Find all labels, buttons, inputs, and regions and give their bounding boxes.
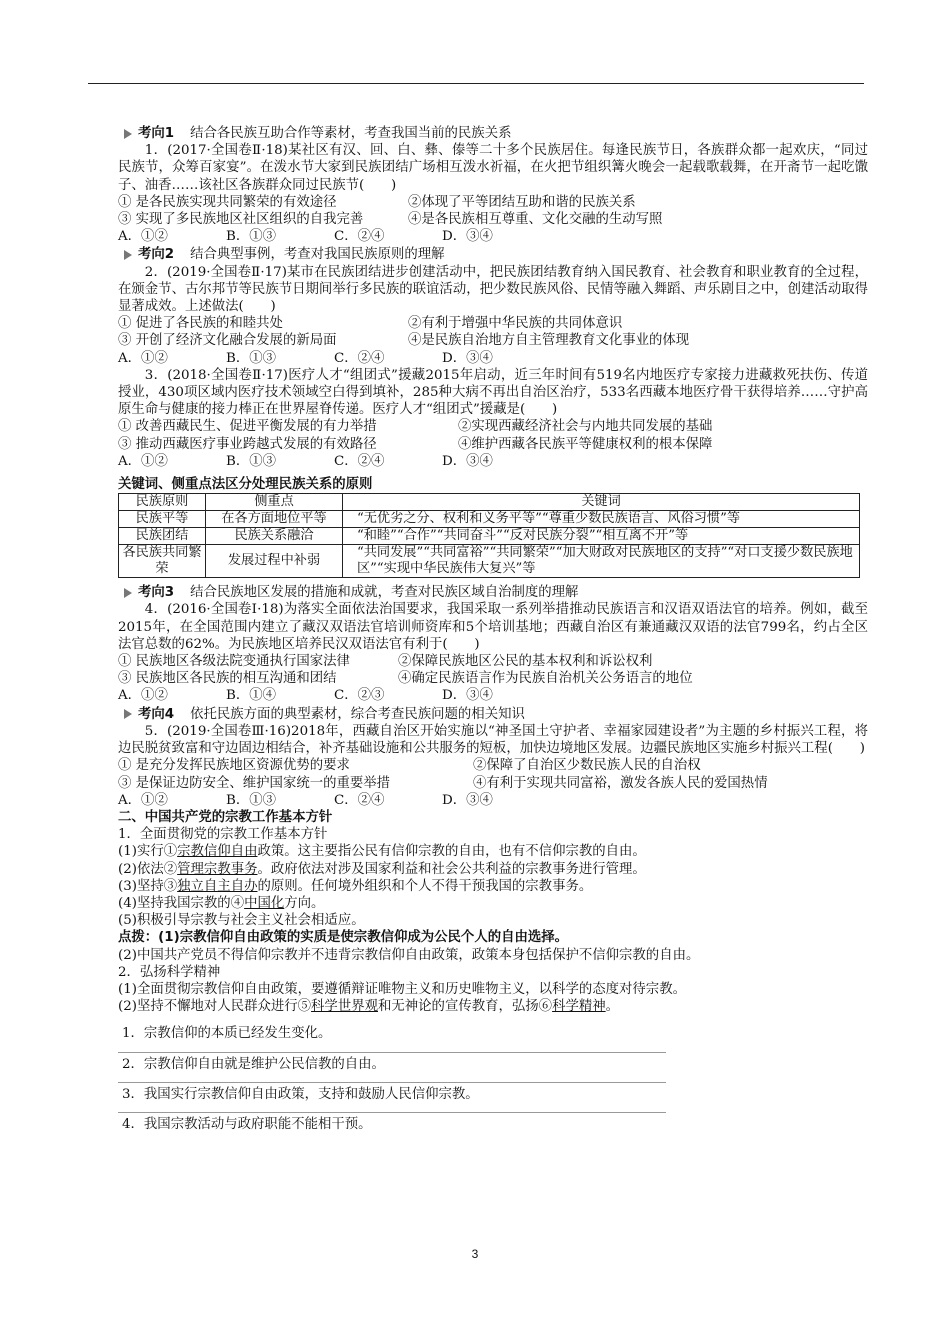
text-segment: 的原则。任何境外组织和个人不得干预我国的宗教事务。 (257, 878, 593, 894)
section-label: 考向1 (138, 126, 175, 141)
option: ③ 推动西藏医疗事业跨越式发展的有效路径 (118, 436, 377, 452)
choice: B．①③ (226, 792, 277, 808)
list-item: (5)积极引导宗教与社会主义社会相适应。 (118, 913, 365, 929)
table-cell: 民族平等 (119, 511, 206, 528)
section-heading-k3 (118, 584, 868, 601)
choice: C．②④ (334, 350, 385, 366)
fill-answer: 中国化 (244, 895, 285, 911)
question-4: 4．(2016·全国卷Ⅰ·18)为落实全面依法治国要求，我国采取一系列举措推动民族语言和汉语双语法官的培养。例如，截至2015年，在全国范围内建立了藏汉双语法官培训师资库和5个培训基地；西藏自治区有兼通藏汉双语的法官799名，约占全区法官总数的62%。为民族地区培养民汉双语法官有利于( ) (118, 602, 868, 652)
answer-choices (118, 792, 868, 809)
choice: A．①② (118, 792, 168, 808)
answer-choices (118, 350, 868, 367)
text-segment: (2)依法② (118, 861, 178, 877)
options-row (118, 332, 868, 349)
choice: D．③④ (442, 688, 493, 704)
table-header-row (119, 494, 860, 511)
table-cell: “无优劣之分、权利和义务平等”“尊重少数民族语言、风俗习惯”等 (343, 511, 860, 528)
options-row (118, 315, 868, 332)
choice: A．①② (118, 350, 168, 366)
list-item (118, 895, 868, 912)
judgment-item: 4．我国宗教活动与政府职能不能相干预。 (122, 1116, 372, 1132)
choice: A．①② (118, 229, 168, 245)
list-item: (1)全面贯彻宗教信仰自由政策，要遵循辩证唯物主义和历史唯物主义，以科学的态度对待宗教。 (118, 981, 686, 997)
tip-note: (2)中国共产党员不得信仰宗教并不违背宗教信仰自由政策，政策本身包括保护不信仰宗教的自由。 (118, 947, 700, 963)
options-row (118, 211, 868, 228)
list-item (118, 861, 868, 878)
list-item (118, 878, 868, 895)
content-body (118, 124, 868, 1133)
table-cell: 发展过程中补弱 (206, 545, 343, 578)
section-label: 考向4 (138, 706, 175, 722)
choice: A．①② (118, 453, 168, 469)
section-heading-k2 (118, 246, 868, 263)
options-row (118, 757, 868, 774)
table-cell: 民族团结 (119, 528, 206, 545)
option: ① 促进了各民族的和睦共处 (118, 316, 283, 332)
option: ④是民族自治地方自主管理教育文化事业的体现 (408, 333, 690, 349)
text-segment: 。 (605, 999, 620, 1015)
section-heading-k1 (118, 125, 868, 142)
header-rule (88, 83, 864, 84)
option: ① 是充分发挥民族地区资源优势的要求 (118, 758, 350, 774)
triangle-bullet-icon (124, 588, 132, 598)
option: ②保障了自治区少数民族人民的自治权 (473, 758, 701, 774)
choice: A．①② (118, 688, 168, 704)
section-title: 依托民族方面的典型素材，综合考查民族问题的相关知识 (190, 706, 525, 722)
text-segment: 政策。这主要指公民有信仰宗教的自由，也有不信仰宗教的自由。 (257, 844, 646, 860)
section-title: 结合各民族互助合作等素材，考查我国当前的民族关系 (190, 126, 512, 141)
table-row (119, 545, 860, 578)
choice: C．②③ (334, 688, 385, 704)
list-item (118, 998, 868, 1015)
option: ① 改善西藏民生、促进平衡发展的有力举措 (118, 419, 377, 435)
option: ③ 实现了多民族地区社区组织的自我完善 (118, 212, 364, 228)
option: ④是各民族相互尊重、文化交融的生动写照 (408, 212, 663, 228)
option: ④维护西藏各民族平等健康权利的根本保障 (458, 436, 713, 452)
choice: B．①③ (226, 229, 277, 245)
option: ④有利于实现共同富裕，激发各族人民的爱国热情 (473, 775, 768, 791)
text-segment: (1)实行① (118, 844, 178, 860)
text-segment: (4)坚持我国宗教的④ (118, 895, 245, 911)
fill-answer: 宗教信仰自由 (177, 844, 258, 860)
table-row (119, 511, 860, 528)
option: ③ 开创了经济文化融合发展的新局面 (118, 333, 337, 349)
table-row (119, 528, 860, 545)
judgment-item: 2．宗教信仰自由就是维护公民信教的自由。 (122, 1056, 385, 1072)
question-5: 5．(2019·全国卷Ⅲ·16)2018年，西藏自治区开始实施以“神圣国土守护者、幸福家园建设者”为主题的乡村振兴工程，将边民脱贫致富和守边固边相结合，补齐基础设施和公共服务的短板，加快边境地区发展。边疆民族地区实施乡村振兴工程( ) (118, 723, 868, 757)
choice: D．③④ (442, 350, 493, 366)
option: ④确定民族语言作为民族自治机关公务语言的地位 (398, 671, 693, 687)
options-row (118, 775, 868, 792)
choice: B．①③ (226, 453, 277, 469)
options-row (118, 418, 868, 435)
option: ②实现西藏经济社会与内地共同发展的基础 (458, 419, 713, 435)
table-header: 侧重点 (206, 494, 343, 511)
question-1: 1．(2017·全国卷Ⅱ·18)某社区有汉、回、白、彝、傣等二十多个民族居住。每逢民族节日，各族群众都一起欢庆，“同过民族节，众筹百家宴”。在泼水节大家到民族团结广场相互泼水祈福，在火把节组织篝火晚会一起载歌载舞，在开斋节一起吃馓子、油香……该社区各族群众同过民族节( ) (118, 143, 868, 193)
question-2: 2．(2019·全国卷Ⅱ·17)某市在民族团结进步创建活动中，把民族团结教育纳入国民教育、社会教育和职业教育的全过程，在颁金节、古尔邦节等民族节日期间举行多民族的联谊活动，把少数民族风俗、民情等融入舞蹈、声乐剧目之中，创建活动取得显著成效。上述做法( ) (118, 264, 868, 315)
options-row (118, 670, 868, 687)
tip-note: 点拨：(1)宗教信仰自由政策的实质是使宗教信仰成为公民个人的自由选择。 (118, 930, 569, 946)
table-cell: 各民族共同繁荣 (119, 545, 206, 578)
judgment-item: 1．宗教信仰的本质已经发生变化。 (122, 1026, 332, 1042)
subsection-title: 1．全面贯彻党的宗教工作基本方针 (118, 827, 328, 843)
choice: C．②④ (334, 229, 385, 245)
answer-choices (118, 228, 868, 245)
text-segment: (2)坚持不懈地对人民群众进行⑤ (118, 999, 312, 1015)
options-row (118, 436, 868, 453)
option: ③ 民族地区各民族的相互沟通和团结 (118, 671, 337, 687)
section-label: 考向3 (138, 585, 175, 601)
part-two-title: 二、中国共产党的宗教工作基本方针 (118, 809, 333, 825)
judgment-item: 3．我国实行宗教信仰自由政策，支持和鼓励人民信仰宗教。 (122, 1086, 479, 1102)
table-header: 关键词 (343, 494, 860, 511)
answer-choices (118, 453, 868, 470)
judgment-list (118, 1025, 868, 1133)
option: ③ 是保证边防安全、维护国家统一的重要举措 (118, 775, 391, 791)
text-segment: (3)坚持③ (118, 878, 178, 894)
page-number: 3 (471, 1247, 479, 1261)
principles-table (118, 493, 860, 578)
answer-choices (118, 687, 868, 704)
choice: C．②④ (334, 453, 385, 469)
choice: B．①③ (226, 350, 277, 366)
table-cell: 在各方面地位平等 (206, 511, 343, 528)
choice: B．①④ (226, 688, 277, 704)
option: ②保障民族地区公民的基本权利和诉讼权利 (398, 654, 653, 670)
section-title: 结合典型事例，考查对我国民族原则的理解 (190, 247, 445, 263)
table-cell: “共同发展”“共同富裕”“共同繁荣”“加大财政对民族地区的支持”“对口支援少数民族地区”“实现中华民族伟大复兴”等 (343, 545, 860, 578)
list-item (118, 843, 868, 860)
section-heading-k4 (118, 706, 868, 723)
question-3: 3．(2018·全国卷Ⅱ·17)医疗人才“组团式”援藏2015年启动，近三年时间有519名内地医疗专家接力进藏救死扶伤、传道授业，430项区域内医疗技术领域空白得到填补，285种大病不再出自治区治疗，533名西藏本地医疗骨干获得培养……守护高原生命与健康的接力棒正在世界屋脊传递。医疗人才“组团式”援藏是( ) (118, 367, 868, 418)
choice: D．③④ (442, 453, 493, 469)
table-title: 关键词、侧重点法区分处理民族关系的原则 (118, 477, 373, 493)
triangle-bullet-icon (124, 709, 132, 719)
fill-answer: 管理宗教事务 (177, 861, 258, 877)
fill-answer: 科学世界观 (311, 999, 378, 1015)
text-segment: 方向。 (284, 895, 325, 911)
text-segment: 和无神论的宣传教育，弘扬⑥ (378, 999, 553, 1015)
table-cell: 民族关系融洽 (206, 528, 343, 545)
table-header: 民族原则 (119, 494, 206, 511)
choice: D．③④ (442, 792, 493, 808)
fill-answer: 独立自主自办 (177, 878, 258, 894)
options-row (118, 653, 868, 670)
option: ① 是各民族实现共同繁荣的有效途径 (118, 194, 337, 210)
option: ②体现了平等团结互助和谐的民族关系 (408, 194, 636, 210)
choice: C．②④ (334, 792, 385, 808)
subsection-title: 2．弘扬科学精神 (118, 964, 221, 980)
option: ① 民族地区各级法院变通执行国家法律 (118, 654, 350, 670)
triangle-bullet-icon (124, 250, 132, 260)
options-row (118, 194, 868, 211)
section-label: 考向2 (138, 247, 175, 263)
triangle-bullet-icon (124, 129, 132, 139)
text-segment: 。政府依法对涉及国家利益和社会公共利益的宗教事务进行管理。 (257, 861, 646, 877)
section-title: 结合民族地区发展的措施和成就，考查对民族区域自治制度的理解 (190, 585, 579, 601)
table-cell: “和睦”“合作”“共同奋斗”“反对民族分裂”“相互离不开”等 (343, 528, 860, 545)
option: ②有利于增强中华民族的共同体意识 (408, 316, 623, 332)
fill-answer: 科学精神 (552, 999, 606, 1015)
choice: D．③④ (442, 229, 493, 245)
